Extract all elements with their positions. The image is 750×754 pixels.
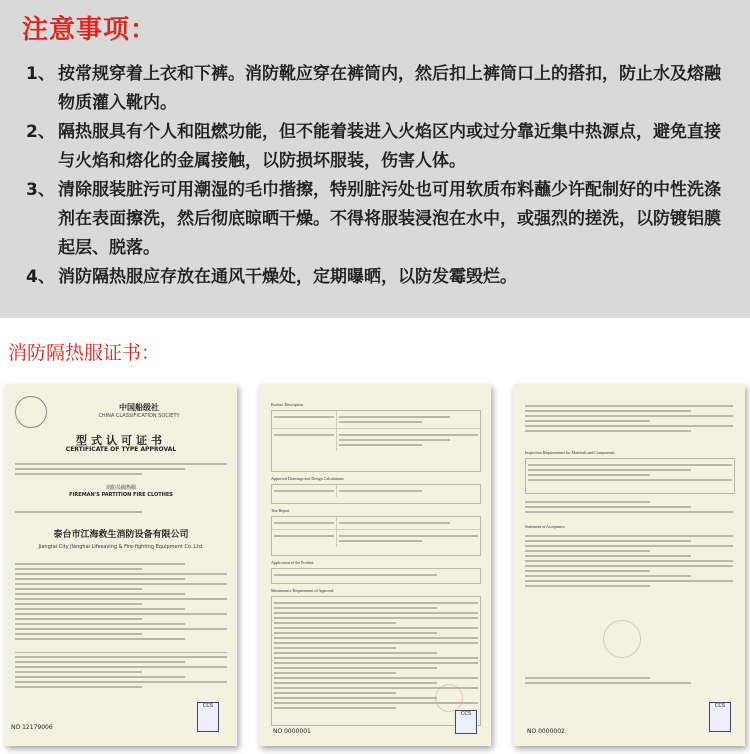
test-report-table bbox=[271, 516, 481, 556]
notice-list bbox=[26, 60, 726, 292]
notice-item-text: 隔热服具有个人和阻燃功能，但不能着装进入火焰区内或过分靠近集中热源点，避免直接与火焰和熔化的金属接触，以防损坏服装，伤害人体。 bbox=[58, 122, 721, 171]
certificate-type-en: CERTIFICATE OF TYPE APPROVAL bbox=[65, 446, 177, 453]
notice-item-1 bbox=[26, 60, 726, 118]
ccs-stamp-icon bbox=[709, 702, 731, 732]
seal-icon bbox=[435, 684, 463, 712]
stamp-label: CCS bbox=[202, 703, 214, 709]
product-name-en: FIREMAN'S PARTITION FIRE CLOTHES bbox=[69, 492, 173, 498]
certificate-number: NO 0000001 bbox=[273, 728, 311, 735]
signature-lines bbox=[525, 674, 733, 687]
notice-item-number: 4、 bbox=[26, 267, 55, 287]
application-table bbox=[271, 568, 481, 584]
product-name-cn: 消防员隔热服 bbox=[105, 485, 136, 491]
notice-item-2 bbox=[26, 118, 726, 176]
section-product-description: Product Description bbox=[271, 402, 304, 407]
notice-item-4 bbox=[26, 263, 726, 292]
filler-lines bbox=[15, 560, 227, 643]
section-application: Application of the Product bbox=[271, 560, 314, 565]
filler-lines bbox=[15, 460, 227, 478]
section-test-report: Test Report bbox=[271, 508, 290, 513]
certificate-number: NO 12179006 bbox=[11, 724, 53, 731]
notice-panel bbox=[0, 0, 750, 318]
notice-item-number: 2、 bbox=[26, 122, 55, 142]
society-name-cn: 中国船级社 bbox=[119, 403, 159, 412]
section-statement: Statement of Acceptance bbox=[525, 524, 565, 529]
notice-title: 注意事项： bbox=[22, 15, 158, 45]
certificate-image-inspection[interactable] bbox=[513, 384, 745, 746]
notice-item-3 bbox=[26, 176, 726, 263]
notice-item-number: 3、 bbox=[26, 180, 55, 200]
section-approved-drawings: Approved Drawings and Design Calculations bbox=[271, 476, 344, 481]
filler-lines bbox=[15, 508, 227, 516]
manufacturer-name-en: Jiangtai City Jianghai Lifesaving & Fire-fighting Equipment Co.,Ltd. bbox=[38, 544, 204, 550]
inspection-table bbox=[525, 458, 735, 494]
statement-lines bbox=[525, 532, 733, 590]
ccs-stamp-icon bbox=[455, 710, 477, 734]
intro-lines bbox=[525, 402, 733, 435]
body-lines bbox=[525, 498, 733, 516]
stamp-label: CCS bbox=[714, 703, 726, 709]
ccs-stamp-icon bbox=[197, 702, 219, 732]
certificate-header bbox=[49, 402, 229, 419]
notice-item-text: 清除服装脏污可用潮湿的毛巾揩擦，特别脏污处也可用软质布料蘸少许配制好的中性洗涤剂在表面擦洗，然后彻底晾晒干燥。不得将服装浸泡在水中，或强烈的搓洗，以防镀铝膜起层、脱落。 bbox=[58, 180, 721, 258]
certificate-image-product-description[interactable] bbox=[259, 384, 491, 746]
validity-block bbox=[15, 652, 227, 691]
certificate-number: NO 0000002 bbox=[527, 728, 565, 735]
certificate-type-cn: 型式认可证书 bbox=[76, 434, 166, 447]
manufacturer-name-cn: 泰台市江海救生消防设备有限公司 bbox=[53, 530, 189, 540]
stamp-label: CCS bbox=[460, 711, 472, 717]
description-table bbox=[271, 410, 481, 472]
society-name-en: CHINA CLASSIFICATION SOCIETY bbox=[98, 413, 180, 419]
seal-icon bbox=[603, 620, 641, 658]
section-inspection: Inspection Requirements for Materials and Components bbox=[525, 450, 615, 455]
section-maintenance: Maintenance Requirement of Approval bbox=[271, 588, 334, 593]
notice-item-text: 按常规穿着上衣和下裤。消防靴应穿在裤筒内，然后扣上裤筒口上的搭扣，防止水及熔融物质灌入靴内。 bbox=[58, 64, 721, 113]
drawings-table bbox=[271, 484, 481, 504]
ccs-logo-icon bbox=[15, 396, 47, 428]
notice-item-text: 消防隔热服应存放在通风干燥处，定期曝晒，以防发霉毁烂。 bbox=[58, 267, 517, 287]
certificate-section-title: 消防隔热服证书： bbox=[8, 342, 161, 364]
notice-item-number: 1、 bbox=[26, 64, 55, 84]
certificate-image-type-approval[interactable] bbox=[5, 384, 237, 746]
